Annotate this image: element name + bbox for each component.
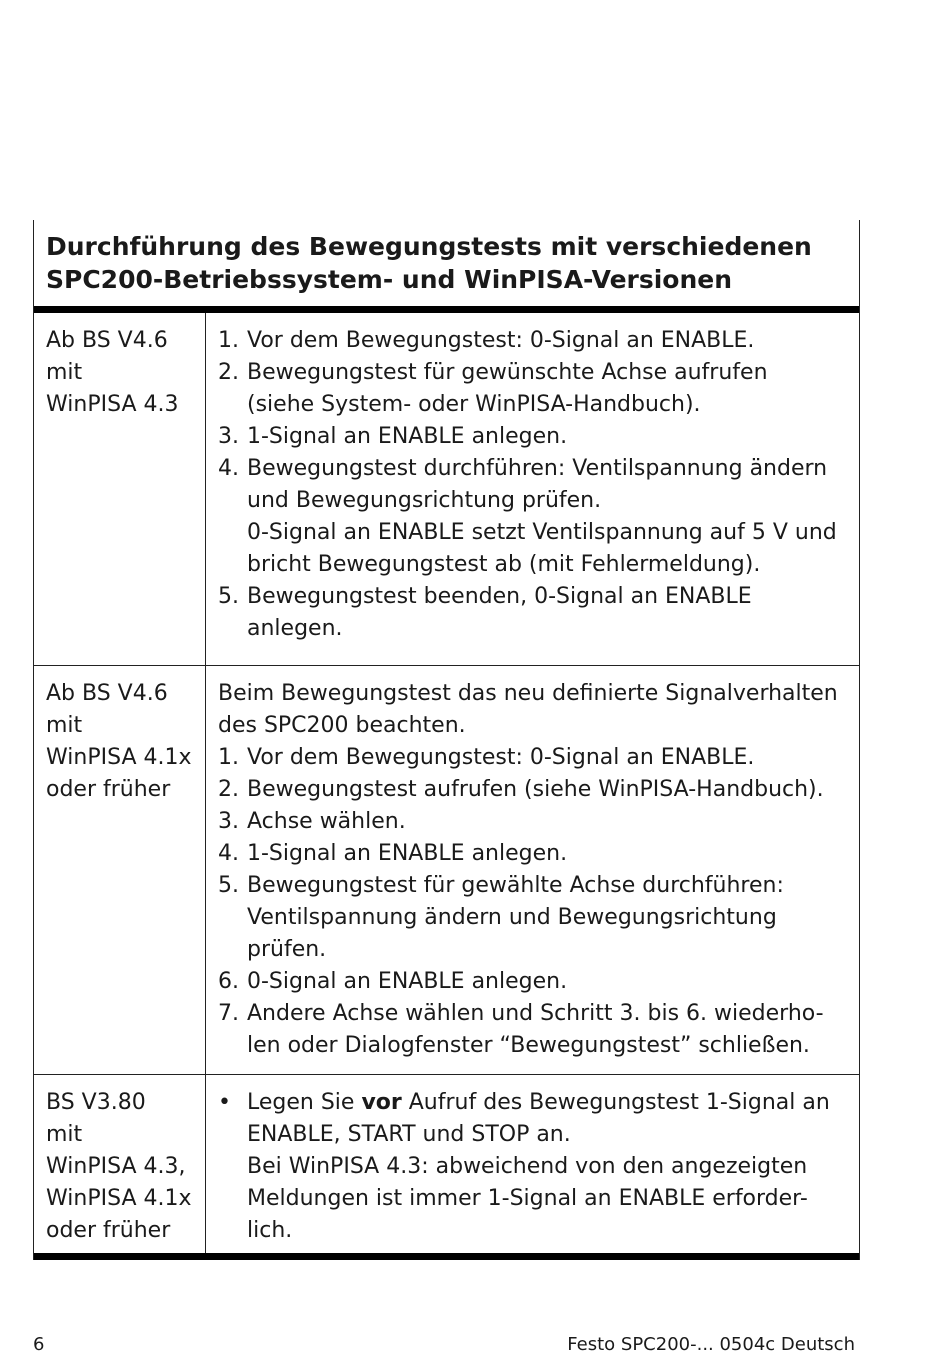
list-item <box>218 357 853 421</box>
steps-list <box>218 742 853 1062</box>
list-item <box>218 966 853 998</box>
step-text: 0-Signal an ENABLE anlegen. <box>247 969 568 994</box>
intro-text: Beim Bewegungstest das neu definierte Signalverhalten des SPC200 beachten. <box>218 681 838 738</box>
step-text: Bewegungstest beenden, 0-Signal an ENABLE anlegen. <box>247 584 752 641</box>
step-number: 1. <box>218 328 239 353</box>
step-text: Bewegungstest für gewünschte Achse aufrufen (siehe System- oder WinPISA-Handbuch). <box>247 360 768 417</box>
step-text: 1-Signal an ENABLE anlegen. <box>247 841 568 866</box>
table-row <box>34 313 859 666</box>
step-number: 3. <box>218 424 239 449</box>
bullet-text-rest: Aufruf des Bewegungstest 1-Signal an ENABLE, START und STOP an. Bei WinPISA 4.3: abweichend von den angezeigten Meldungen ist immer 1-Signal an ENABLE erforder- lich. <box>247 1090 830 1243</box>
step-number: 5. <box>218 873 239 898</box>
bullet-text <box>247 1087 853 1247</box>
step-number: 6. <box>218 969 239 994</box>
list-item <box>218 806 853 838</box>
step-text: Vor dem Bewegungstest: 0-Signal an ENABLE. <box>247 328 755 353</box>
table-title-line-2: SPC200-Betriebssystem- und WinPISA-Versionen <box>46 265 733 294</box>
list-item <box>218 774 853 806</box>
step-number: 2. <box>218 360 239 385</box>
instructions-cell <box>206 1075 859 1253</box>
list-item <box>218 742 853 774</box>
step-number: 4. <box>218 456 239 481</box>
table-row <box>34 1075 859 1260</box>
bullet-item <box>218 1087 853 1247</box>
list-item <box>218 325 853 357</box>
step-number: 3. <box>218 809 239 834</box>
version-cell: Ab BS V4.6 mit WinPISA 4.1x oder früher <box>34 666 206 1074</box>
bullet-icon: • <box>218 1090 231 1115</box>
table-title <box>34 220 859 313</box>
instructions-cell <box>206 666 859 1074</box>
step-text: Achse wählen. <box>247 809 406 834</box>
list-item <box>218 998 853 1062</box>
step-text: 1-Signal an ENABLE anlegen. <box>247 424 568 449</box>
step-number: 1. <box>218 745 239 770</box>
list-item <box>218 421 853 453</box>
step-number: 2. <box>218 777 239 802</box>
table-row <box>34 666 859 1075</box>
list-item <box>218 581 853 645</box>
list-item <box>218 453 853 581</box>
step-number: 5. <box>218 584 239 609</box>
instructions-cell <box>206 313 859 665</box>
list-item <box>218 870 853 966</box>
version-cell: BS V3.80 mit WinPISA 4.3, WinPISA 4.1x oder früher <box>34 1075 206 1253</box>
page-number: 6 <box>33 1334 45 1355</box>
step-text: Andere Achse wählen und Schritt 3. bis 6. wiederho- len oder Dialogfenster “Bewegungstest” schließen. <box>247 1001 824 1058</box>
list-item <box>218 838 853 870</box>
step-number: 7. <box>218 1001 239 1026</box>
step-text: Vor dem Bewegungstest: 0-Signal an ENABLE. <box>247 745 755 770</box>
step-text: Bewegungstest aufrufen (siehe WinPISA-Handbuch). <box>247 777 824 802</box>
step-text: Bewegungstest für gewählte Achse durchführen: Ventilspannung ändern und Bewegungsrichtung prüfen. <box>247 873 784 962</box>
step-number: 4. <box>218 841 239 866</box>
document-reference: Festo SPC200-... 0504c Deutsch <box>567 1334 855 1355</box>
test-procedure-table <box>33 220 860 1260</box>
steps-list <box>218 325 853 645</box>
table-title-line-1: Durchführung des Bewegungstests mit verschiedenen <box>46 232 812 261</box>
bullet-text-emphasis: vor <box>361 1090 402 1115</box>
version-cell: Ab BS V4.6 mit WinPISA 4.3 <box>34 313 206 665</box>
step-text: Bewegungstest durchführen: Ventilspannung ändern und Bewegungsrichtung prüfen. 0-Signal an ENABLE setzt Ventilspannung auf 5 V und bricht Bewegungstest ab (mit Fehlermeldung). <box>247 456 837 577</box>
bullet-text-start: Legen Sie <box>247 1090 362 1115</box>
